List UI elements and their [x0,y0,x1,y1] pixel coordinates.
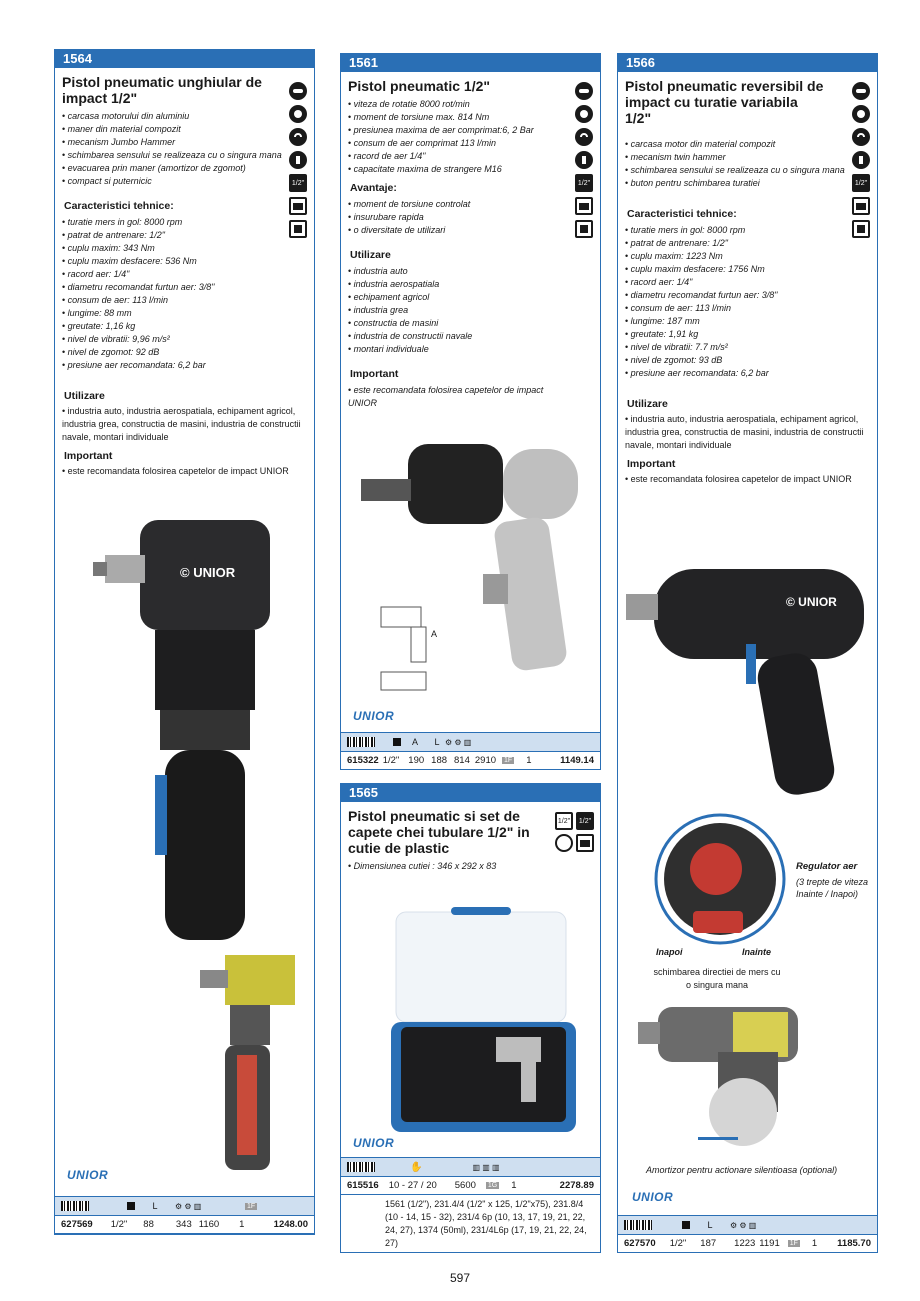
tech-item: • lungime: 187 mm [625,315,877,328]
feature-item: • carcasa motor din material compozit [625,138,860,151]
impact-gun-image [626,544,866,809]
price-table-header [618,1216,877,1234]
cell-range: 10 - 27 / 20 [388,1180,437,1191]
important-item: • este recomandata folosirea capetelor de impact UNIOR [625,473,877,486]
feature-list [62,110,282,188]
cell-v: 5600 [454,1180,476,1191]
brand-logo: UNIOR [67,1168,109,1182]
packing-badge: 1F [504,757,513,764]
price-table-header [341,733,600,751]
use-item: • industria auto [348,265,600,278]
product-code: 1564 [55,50,314,68]
tech-item: • turatie mers in gol: 8000 rpm [62,216,314,229]
eye-protection-icon [289,82,307,100]
tech-list [62,216,314,372]
cell-qty: 1 [239,1219,245,1230]
drive-size-badge: 1/2" [575,174,593,192]
badge-group-2 [555,834,594,852]
important-item: • este recomandata folosirea capetelor de impact UNIOR [62,465,314,478]
col-length: L [434,737,440,747]
safety-icons [852,82,870,238]
video-icon [852,197,870,215]
tech-item: • cuplu maxim desfacere: 1756 Nm [625,263,877,276]
price-row [341,751,600,769]
feature-list [348,860,600,873]
safety-icons [575,82,593,238]
cell-drive: 1/2" [382,755,400,766]
manual-icon [575,220,593,238]
feature-list [348,98,600,176]
tech-item: • consum de aer: 113 l/min [625,302,877,315]
important-heading: Important [627,458,676,470]
product-card-1565 [340,783,601,1253]
set-contents: 1561 (1/2"), 231.4/4 (1/2" x 125, 1/2"x75), 231.8/4 (10 - 14, 15 - 32), 231/4 6p (10, 13, 17, 19, 21, 22, 24, 27), 1374 (50ml), 231/4L6p (17, 19, 21, 22, 24, 27) [385,1199,587,1248]
product-title: Pistol pneumatic reversibil de impact cu turatie variabila 1/2" [625,78,824,126]
ear-protection-icon [575,128,593,146]
article-code: 615322 [347,755,379,766]
cell-torque: 343 [175,1219,192,1230]
face-protection-icon [289,105,307,123]
tech-item: • patrat de antrenare: 1/2" [62,229,314,242]
square-drive-icon [393,738,401,746]
feature-item: • presiunea maxima de aer comprimat:6, 2 Bar [348,124,600,137]
feature-item: • mecanism twin hammer [625,151,860,164]
cell-max: 1160 [198,1219,220,1230]
regulator-detail-image [648,811,793,951]
hand-icon: ✋ [410,1161,423,1173]
drive-size-badge: 1/2" [576,812,594,830]
regulator-title: Regulator aer [796,861,858,872]
use-item: • industria auto, industria aerospatiala, echipament agricol, industria grea, constructia de masini, industria de constructii navale, montari individuale [62,405,302,444]
cell-length: 88 [143,1219,154,1230]
feature-item: • viteza de rotatie 8000 rot/min [348,98,600,111]
reverse-label: Inapoi [656,947,683,957]
advantages-heading: Avantaje: [350,182,397,194]
cell-length: 188 [431,755,448,766]
glove-icon [289,151,307,169]
important-item: • este recomandata folosirea capetelor de impact UNIOR [348,384,548,410]
feature-item: • capacitate maxima de strangere M16 [348,163,600,176]
tech-list [625,224,877,380]
cell-torque: 1223 [734,1238,756,1249]
important-heading: Important [64,450,113,462]
tech-item: • nivel de vibratii: 9,96 m/s² [62,333,314,346]
feature-item: • schimbarea sensului se realizeaza cu o singura mana [62,149,282,162]
cell-qty: 1 [811,1238,818,1249]
feature-item: • schimbarea sensului se realizeaza cu o singura mana [625,164,860,177]
tech-item: • diametru recomandat furtun aer: 3/8" [625,289,877,302]
socket-size-badge: 1/2" [555,812,573,830]
use-item: • montari individuale [348,343,600,356]
face-protection-icon [852,105,870,123]
video-icon [575,197,593,215]
manual-icon [289,220,307,238]
eye-protection-icon [575,82,593,100]
feature-item: • racord de aer 1/4" [348,150,600,163]
manual-icon [852,220,870,238]
product-title: Pistol pneumatic 1/2" [348,78,491,94]
important-heading: Important [350,368,399,380]
feature-list [625,138,860,190]
brand-logo: UNIOR [353,1136,395,1150]
product-code: 1566 [618,54,877,72]
eye-protection-icon [852,82,870,100]
tech-item: • nivel de zgomot: 92 dB [62,346,314,359]
product-code: 1561 [341,54,600,72]
product-card-1566 [617,53,878,1253]
svg-text:© UNIOR: © UNIOR [180,565,236,580]
col-length: L [707,1220,713,1230]
feature-item: • evacuarea prin maner (amortizor de zgomot) [62,162,282,175]
tech-item: • consum de aer: 113 l/min [62,294,314,307]
price-row [55,1215,314,1233]
video-icon [289,197,307,215]
col-a: A [411,737,418,747]
tech-heading: Caracteristici tehnice: [64,200,174,212]
page-number: 597 [449,1271,471,1285]
brand-logo: UNIOR [632,1190,674,1204]
cell-qty: 1 [526,755,532,766]
feature-item: • maner din material compozit [62,123,282,136]
square-drive-icon [127,1202,135,1210]
use-item: • industria auto, industria aerospatiala, echipament agricol, industria grea, constructia de masini, industria de constructii navale, montari individuale [625,413,870,452]
tech-item: • patrat de antrenare: 1/2" [625,237,877,250]
important-list [348,384,548,410]
tech-item: • greutate: 1,16 kg [62,320,314,333]
regulator-sub: (3 trepte de viteza Inainte / Inapoi) [796,877,869,899]
product-card-1564 [54,49,315,1235]
angle-impact-gun-image [85,515,285,945]
feature-item: • moment de torsiune max. 814 Nm [348,111,600,124]
case-image [381,902,581,1142]
ear-protection-icon [289,128,307,146]
advantages-list [348,198,600,237]
advantage-item: • moment de torsiune controlat [348,198,600,211]
product-code: 1565 [341,784,600,802]
price-row [341,1176,600,1194]
drive-size-badge: 1/2" [289,174,307,192]
glove-icon [852,151,870,169]
feature-item: • buton pentru schimbarea turatiei [625,177,860,190]
col-length: L [152,1201,158,1211]
forward-label: Inainte [742,947,772,957]
use-heading: Utilizare [350,249,391,261]
use-item: • industria grea [348,304,600,317]
ear-protection-icon [852,128,870,146]
feature-item: • consum de aer comprimat 113 l/min [348,137,600,150]
brand-logo: UNIOR [353,709,395,723]
important-list [625,473,877,486]
tech-item: • presiune aer recomandata: 6,2 bar [625,367,877,380]
tech-item: • cuplu maxim: 343 Nm [62,242,314,255]
cutaway-image [638,992,818,1147]
torque-icons: ⚙ ⚙ ▥ [445,737,472,747]
price-table [340,1157,601,1195]
price-table [340,732,601,770]
socket-icon [555,834,573,852]
price-table-header [55,1197,314,1215]
barcode-icon [61,1201,89,1211]
packing-badge: 1F [789,1240,798,1247]
cell-max: 1191 [759,1238,780,1249]
use-item: • industria aerospatiala [348,278,600,291]
tech-heading: Caracteristici tehnice: [627,208,737,220]
price: 1185.70 [837,1238,871,1249]
cell-torque: 814 [454,755,470,766]
use-heading: Utilizare [64,390,105,402]
tech-item: • nivel de vibratii: 7.7 m/s² [625,341,877,354]
use-list [348,265,600,356]
important-list [62,465,314,478]
price: 2278.89 [559,1180,594,1191]
use-item: • echipament agricol [348,291,600,304]
video-icon [576,834,594,852]
barcode-icon [624,1220,652,1230]
cell-a: 190 [408,755,425,766]
face-protection-icon [575,105,593,123]
dimension-label: A [431,629,438,639]
article-code: 627569 [61,1219,93,1230]
drive-size-badge: 1/2" [852,174,870,192]
product-title: Pistol pneumatic si set de capete chei tubulare 1/2" in cutie de plastic [348,808,530,856]
glove-icon [575,151,593,169]
price-table [54,1196,315,1234]
feature-item: • mecanism Jumbo Hammer [62,136,282,149]
tech-item: • cuplu maxim: 1223 Nm [625,250,877,263]
article-code: 627570 [624,1238,656,1249]
square-drive-icon [682,1221,690,1229]
product-title: Pistol pneumatic unghiular de impact 1/2" [62,74,262,106]
cell-drive: 1/2" [669,1238,687,1249]
use-item: • industria de constructii navale [348,330,600,343]
cell-max: 2910 [474,755,497,766]
badge-group [555,812,594,830]
tech-item: • diametru recomandat furtun aer: 3/8" [62,281,314,294]
cell-length: 187 [700,1238,717,1249]
feature-item: • Dimensiunea cutiei : 346 x 292 x 83 [348,860,600,873]
tech-item: • presiune aer recomandata: 6,2 bar [62,359,314,372]
cell-qty: 1 [511,1180,517,1191]
advantage-item: • insurubare rapida [348,211,600,224]
product-card-1561 [340,53,601,767]
safety-icons [289,82,307,238]
tech-item: • racord aer: 1/4" [62,268,314,281]
barcode-icon [347,737,375,747]
tech-item: • cuplu maxim desfacere: 536 Nm [62,255,314,268]
cutaway-image [195,945,305,1175]
cell-drive: 1/2" [110,1219,128,1230]
dimension-drawing [371,602,446,697]
advantage-item: • o diversitate de utilizari [348,224,600,237]
torque-icons: ⚙ ⚙ ▥ [175,1201,202,1211]
feature-item: • compact si puternicic [62,175,282,188]
use-item: • constructia de masini [348,317,600,330]
tech-item: • lungime: 88 mm [62,307,314,320]
price: 1248.00 [273,1219,308,1230]
feature-item: • carcasa motorului din aluminiu [62,110,282,123]
tech-item: • racord aer: 1/4" [625,276,877,289]
article-code: 615516 [347,1180,379,1191]
tech-item: • turatie mers in gol: 8000 rpm [625,224,877,237]
use-list [625,413,870,452]
svg-text:© UNIOR: © UNIOR [786,595,837,609]
use-heading: Utilizare [627,398,668,410]
torque-icons: ▥ ▥ ▥ [472,1162,500,1172]
torque-icons: ⚙ ⚙ ▥ [730,1220,757,1230]
tech-item: • greutate: 1,91 kg [625,328,877,341]
price-table [617,1215,878,1253]
tech-item: • nivel de zgomot: 93 dB [625,354,877,367]
use-list [62,405,302,444]
price-row [618,1234,877,1252]
packing-badge: 1F [247,1202,256,1210]
direction-caption: schimbarea directiei de mers cu o singura mana [653,967,781,990]
price-table-header [341,1158,600,1176]
packing-badge: 1G [487,1182,498,1189]
price: 1149.14 [560,755,594,766]
muffler-caption: Amortizor pentru actionare silentioasa (optional) [646,1165,838,1175]
barcode-icon [347,1162,375,1172]
